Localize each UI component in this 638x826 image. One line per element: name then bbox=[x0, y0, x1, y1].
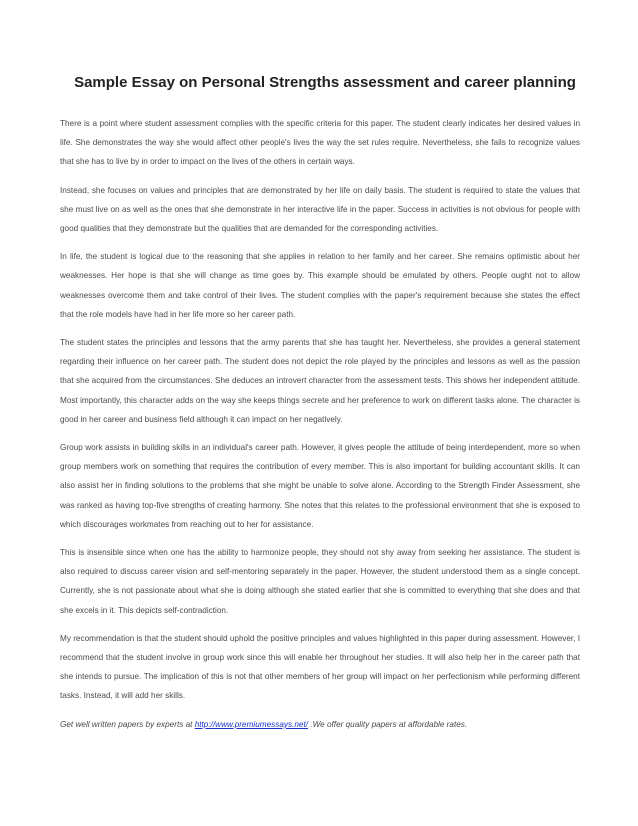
footer-note bbox=[60, 715, 580, 734]
paragraph-6: This is insensible since when one has the ability to harmonize people, they should not shy away from seeking her assistance. The student is also required to discuss career vision and self-mentoring separately in the paper. However, the student understood them as a single concept. Currently, she is not passionate about what she is doing although she stated earlier that she is committed to everything that she does and that she excels in it. This depicts self-contradiction. bbox=[60, 548, 580, 615]
paragraph-5: Group work assists in building skills in an individual's career path. However, it gives people the attitude of being interdependent, more so when group members work on something that requires the contribution of every member. This is also important for building accountant skills. It can also assist her in finding solutions to the problems that she might be unable to solve alone. According to the Strength Finder Assessment, she was ranked as having top-five strengths of creating harmony. She notes that this relates to the professional environment that she is exposed to which discourages workmates from reaching out to her for assistance. bbox=[60, 443, 580, 529]
paragraph-4: The student states the principles and lessons that the army parents that she has taught her. Nevertheless, she provides a general statement regarding their influence on her career path. The student does not depict the role played by the principles and lessons as well as the passion that she acquired from the circumstances. She deduces an introvert character from the assessment tests. This shows her independent attitude. Most importantly, this character adds on the way she keeps things secrete and her preference to work on different tasks alone. The character is good in her career and business field although it can impact on her negatively. bbox=[60, 338, 580, 424]
essay-title: Sample Essay on Personal Strengths assessment and career planning bbox=[74, 74, 576, 91]
footer-prefix: Get well written papers by experts at bbox=[60, 719, 195, 729]
website-link[interactable]: http://www.premiumessays.net/ bbox=[194, 719, 309, 729]
paragraph-3: In life, the student is logical due to the reasoning that she applies in relation to her family and her career. She remains optimistic about her weaknesses. Her hope is that she will change as time goes by. This example should be emulated by others. People ought not to allow weaknesses overcome them and take control of their lives. The student complies with the paper's requirement because she states the effect that the role models have had in her life more so her career path. bbox=[60, 252, 580, 319]
paragraph-1: There is a point where student assessment complies with the specific criteria for this paper. The student clearly indicates her desired values in life. She demonstrates the way she would affect other people's lives the way the set rules require. Nevertheless, she fails to recognize values that she has to live by in order to impact on the lives of the others in certain ways. bbox=[60, 119, 580, 167]
paragraph-2: Instead, she focuses on values and principles that are demonstrated by her life on daily basis. The student is required to state the values that she must live on as well as the ones that she demonstrate in her interactive life in the paper. Success in activities is not obvious for people with good qualities that they demonstrate but the qualities that are demanded for the corresponding activities. bbox=[60, 185, 580, 234]
footer-suffix: .We offer quality papers at affordable rates. bbox=[308, 719, 468, 729]
paragraph-7: My recommendation is that the student should uphold the positive principles and values highlighted in this paper during assessment. However, I recommend that the student involve in group work since this will enable her throughout her studies. It will also help her in the career path that she intends to pursue. The implication of this is not that other members of her group will impact on her perfectionism while performing different tasks. Instead, it will add her skills. bbox=[60, 633, 580, 701]
essay-body bbox=[60, 114, 580, 734]
